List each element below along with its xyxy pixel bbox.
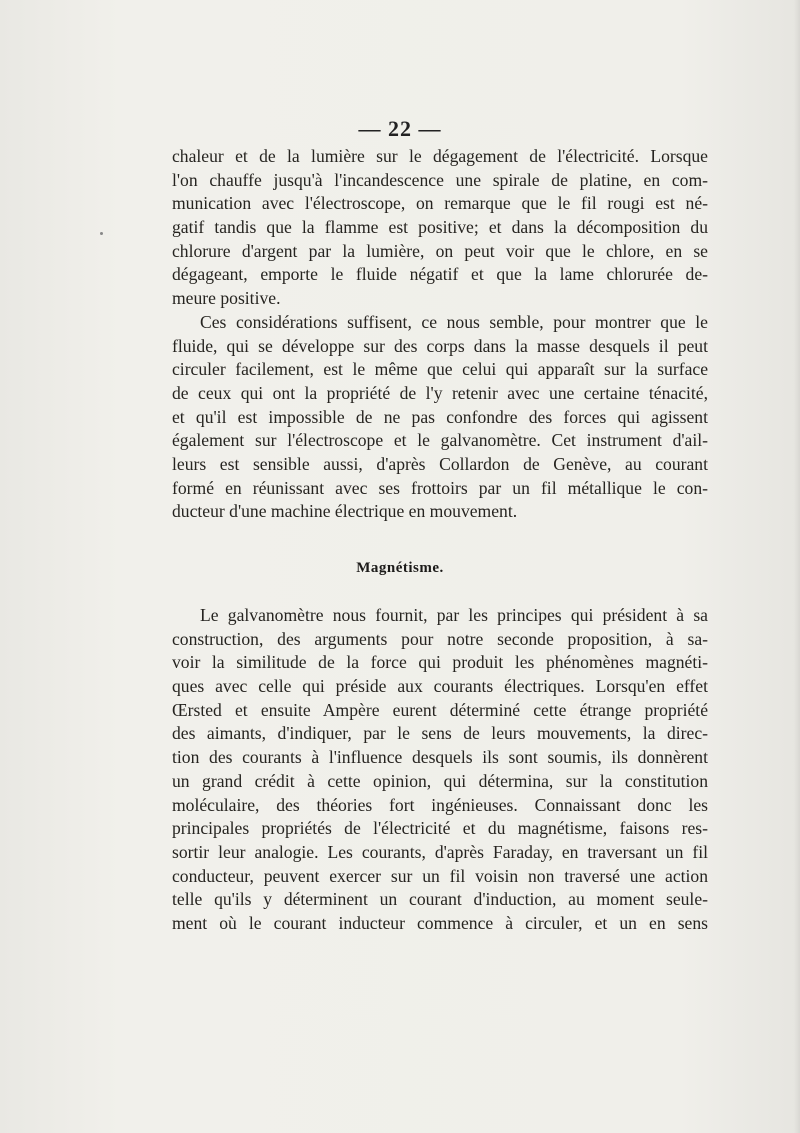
text-line: fluide, qui se développe sur des corps dans la masse desquels il peut <box>172 335 708 356</box>
text-line: principales propriétés de l'électricité et du magnétisme, faisons res- <box>172 818 708 839</box>
paragraph-considerations <box>172 311 708 524</box>
page-edge-shadow <box>794 0 800 1133</box>
text-line: également sur l'électroscope et le galvanomètre. Cet instrument d'ail- <box>172 430 708 451</box>
text-line: telle qu'ils y déterminent un courant d'induction, au moment seule- <box>172 889 708 910</box>
text-line: Ces considérations suffisent, ce nous semble, pour montrer que le <box>200 311 708 332</box>
text-line: des aimants, d'indiquer, par le sens de leurs mouvements, la direc- <box>172 723 708 744</box>
page-number: — 22 — <box>358 116 442 141</box>
text-line: dégageant, emporte le fluide négatif et que la lame chlorurée de- <box>172 264 708 285</box>
text-line: voir la similitude de la force qui produit les phénomènes magnéti- <box>172 652 708 673</box>
text-line: Le galvanomètre nous fournit, par les principes qui président à sa <box>200 605 708 625</box>
text-line: formé en réunissant avec ses frottoirs par un fil métallique le con- <box>172 477 708 498</box>
text-line: Œrsted et ensuite Ampère eurent déterminé cette étrange propriété <box>172 699 708 720</box>
text-line: leurs est sensible aussi, d'après Collardon de Genève, au courant <box>172 453 708 474</box>
text-line: chaleur et de la lumière sur le dégagement de l'électricité. Lorsque <box>172 146 708 166</box>
text-block-lower <box>172 604 708 936</box>
text-line: moléculaire, des théories fort ingénieuses. Connaissant donc les <box>172 794 708 815</box>
text-line: meure positive. <box>172 288 281 309</box>
text-line: ducteur d'une machine électrique en mouvement. <box>172 501 518 522</box>
text-block-upper <box>172 145 708 524</box>
margin-speck <box>100 232 103 235</box>
text-line: chlorure d'argent par la lumière, on peut voir que le chlore, en se <box>172 240 708 261</box>
text-line: tion des courants à l'influence desquels ils sont soumis, ils donnèrent <box>172 747 708 768</box>
text-line: l'on chauffe jusqu'à l'incandescence une spirale de platine, en com- <box>172 169 708 190</box>
text-line: de ceux qui ont la propriété de l'y retenir avec une certaine ténacité, <box>172 382 708 403</box>
text-line: construction, des arguments pour notre seconde proposition, à sa- <box>172 628 708 649</box>
paragraph-chaleur <box>172 145 708 311</box>
text-line: sortir leur analogie. Les courants, d'après Faraday, en traversant un fil <box>172 841 708 862</box>
text-line: gatif tandis que la flamme est positive; et dans la décomposition du <box>172 217 708 238</box>
text-line: ment où le courant inducteur commence à circuler, et un en sens <box>172 912 708 933</box>
text-line: circuler facilement, est le même que celui qui apparaît sur la surface <box>172 359 708 380</box>
paragraph-galvanometre <box>172 604 708 936</box>
text-line: ques avec celle qui préside aux courants électriques. Lorsqu'en effet <box>172 676 708 697</box>
text-line: un grand crédit à cette opinion, qui détermina, sur la constitution <box>172 770 708 791</box>
text-line: munication avec l'électroscope, on remarque que le fil rougi est né- <box>172 193 708 214</box>
text-line: et qu'il est impossible de ne pas confondre des forces qui agissent <box>172 406 708 427</box>
section-heading: Magnétisme. <box>356 560 444 576</box>
text-line: conducteur, peuvent exercer sur un fil voisin non traversé une action <box>172 865 708 886</box>
